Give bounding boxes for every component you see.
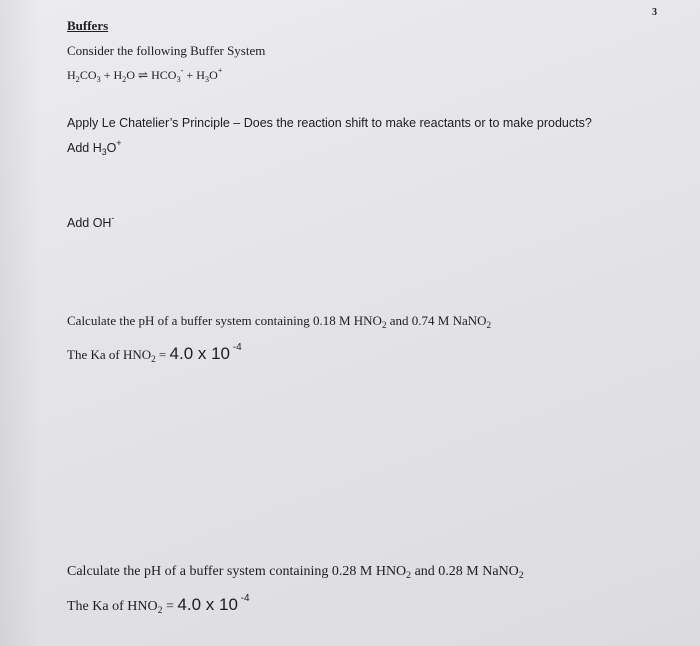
add-h3o-item: Add $H_3O^+$ (67, 138, 122, 157)
problem2-ka: The Ka of $HNO_2 = 4.0$ x 10 $^{-4}$ (67, 593, 250, 616)
problem2-statement: Calculate the pH of a buffer system containing 0.28 M $HNO_2$ and 0.28 M NaNO$_2$ (67, 564, 524, 581)
page-shadow (0, 0, 40, 646)
le-chatelier-question: Apply Le Chatelier’s Principle – Does the reaction shift to make reactants or to make products? (67, 116, 592, 130)
add-oh-item: Add OH- (67, 213, 115, 230)
buffer-equation: $H_2CO_3 + H_2O$ ⇌ $HCO_3^- + H_3O^+$ (67, 66, 223, 84)
problem1-statement: Calculate the pH of a buffer system containing 0.18 M $HNO_2$ and 0.74 M NaNO$_2$ (67, 313, 492, 330)
problem1-ka: The Ka of $HNO_2 = 4.0$ x 10 $^{-4}$ (67, 342, 242, 364)
equilibrium-arrow-icon: ⇌ (138, 68, 149, 82)
intro-text: Consider the following Buffer System (67, 43, 266, 58)
page-number: 3 (652, 7, 657, 18)
section-title: Buffers (67, 18, 109, 33)
